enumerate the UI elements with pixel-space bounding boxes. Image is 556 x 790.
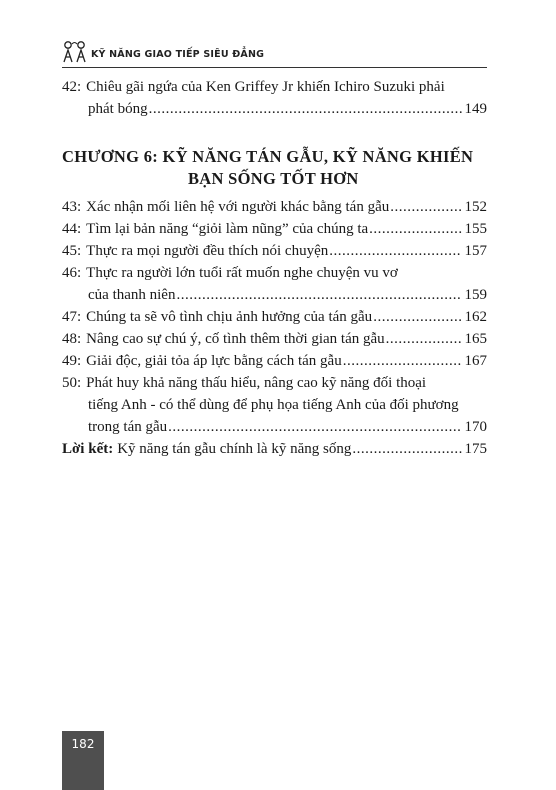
toc-entry — [62, 306, 487, 328]
header-title: KỸ NĂNG GIAO TIẾP SIÊU ĐẲNG — [91, 49, 265, 60]
toc-entry — [62, 196, 487, 218]
toc-entry — [62, 262, 487, 306]
entry-title: Xác nhận mối liên hệ với người khác bằng tán gẫu — [86, 199, 390, 215]
entry-number: 44: — [62, 221, 82, 237]
chapter-entries — [62, 196, 487, 438]
entries-before-chapter — [62, 76, 487, 120]
leader-dots — [390, 196, 461, 218]
entry-title: của thanh niên — [88, 287, 176, 303]
toc-entry — [62, 328, 487, 350]
entry-number: 46: — [62, 265, 82, 281]
entry-title: Nâng cao sự chú ý, cố tình thêm thời gian tán gẫu — [86, 331, 385, 347]
page-ref: 175 — [464, 441, 487, 457]
page-number: 182 — [71, 737, 95, 751]
entry-number: 50: — [62, 375, 82, 391]
page-ref: 152 — [464, 199, 487, 215]
page-ref: 157 — [464, 243, 487, 259]
table-of-contents — [62, 76, 487, 460]
entry-number: 42: — [62, 79, 82, 95]
page-ref: 162 — [464, 309, 487, 325]
toc-closing-entry — [62, 438, 487, 460]
page-ref: 165 — [464, 331, 487, 347]
page-ref: 149 — [464, 101, 487, 117]
entry-number: 48: — [62, 331, 82, 347]
toc-entry — [62, 76, 487, 120]
leader-dots — [373, 306, 461, 328]
entry-title: Tìm lại bản năng “giỏi làm nũng” của chúng ta — [86, 221, 369, 237]
leader-dots — [168, 416, 461, 438]
entry-number: 47: — [62, 309, 82, 325]
page-ref: 155 — [464, 221, 487, 237]
entry-title: tiếng Anh - có thể dùng để phụ họa tiếng Anh của đối phương — [88, 397, 459, 413]
closing-text: Kỹ năng tán gẫu chính là kỹ năng sống — [117, 441, 352, 457]
two-people-icon — [62, 40, 88, 64]
page-number-tab — [62, 731, 104, 790]
entry-number: 49: — [62, 353, 82, 369]
leader-dots — [176, 284, 461, 306]
leader-dots — [352, 438, 461, 460]
entry-title: Giải độc, giải tỏa áp lực bằng cách tán gẫu — [86, 353, 342, 369]
toc-entry — [62, 218, 487, 240]
entry-title: Chúng ta sẽ vô tình chịu ảnh hưởng của tán gẫu — [86, 309, 373, 325]
leader-dots — [329, 240, 461, 262]
chapter-heading-line-1: CHƯƠNG 6: KỸ NĂNG TÁN GẪU, KỸ NĂNG KHIẾN — [62, 147, 474, 166]
page-ref: 159 — [464, 287, 487, 303]
page-ref: 167 — [464, 353, 487, 369]
entry-number: 43: — [62, 199, 82, 215]
leader-dots — [369, 218, 461, 240]
header-divider — [62, 67, 487, 68]
entry-title: trong tán gẫu — [88, 419, 168, 435]
chapter-heading-line-2: BẠN SỐNG TỐT HƠN — [188, 169, 359, 188]
leader-dots — [343, 350, 462, 372]
leader-dots — [149, 98, 462, 120]
closing-label: Lời kết: — [62, 441, 114, 457]
running-header — [62, 40, 502, 66]
entry-title: phát bóng — [88, 101, 148, 117]
chapter-heading — [62, 146, 487, 190]
entry-title: Phát huy khả năng thấu hiểu, nâng cao kỹ năng đối thoại — [86, 375, 427, 391]
entry-title: Thực ra mọi người đều thích nói chuyện — [86, 243, 329, 259]
toc-entry — [62, 350, 487, 372]
entry-title: Chiêu gãi ngứa của Ken Griffey Jr khiến Ichiro Suzuki phải — [86, 79, 445, 95]
toc-entry — [62, 240, 487, 262]
entry-number: 45: — [62, 243, 82, 259]
entry-title: Thực ra người lớn tuổi rất muốn nghe chuyện vu vơ — [86, 265, 398, 281]
leader-dots — [386, 328, 462, 350]
toc-entry — [62, 372, 487, 438]
page-ref: 170 — [464, 419, 487, 435]
